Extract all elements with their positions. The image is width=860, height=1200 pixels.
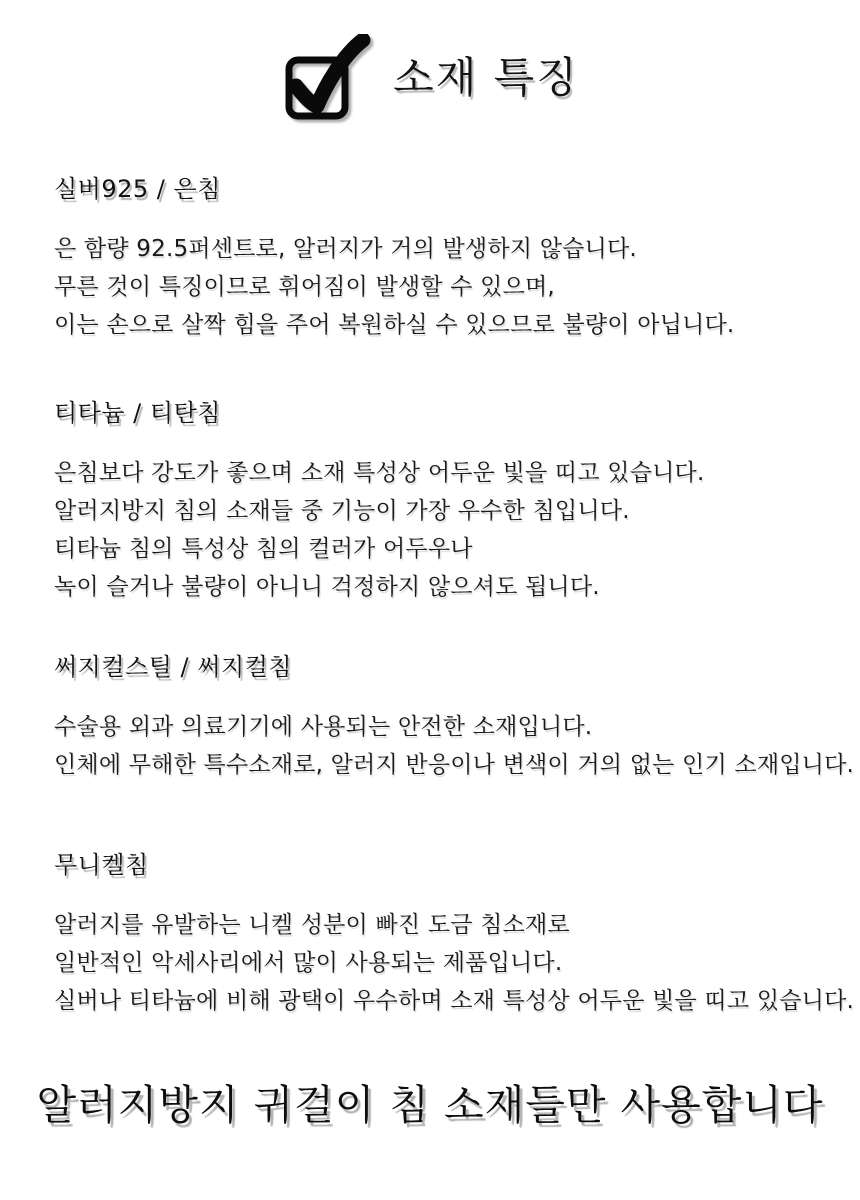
footer-claim: 알러지방지 귀걸이 침 소재들만 사용합니다: [36, 1081, 824, 1129]
section-line: 은 함량 92.5퍼센트로, 알러지가 거의 발생하지 않습니다.: [54, 236, 637, 262]
section-surgical-steel: [54, 652, 854, 784]
checked-checkbox-icon: [281, 34, 373, 122]
section-heading-silver925: 실버925 / 은침: [54, 175, 221, 203]
section-line: 녹이 슬거나 불량이 아니니 걱정하지 않으셔도 됩니다.: [54, 574, 600, 600]
section-line: 이는 손으로 살짝 힘을 주어 복원하실 수 있으므로 불량이 아닙니다.: [54, 312, 735, 338]
section-silver925: [54, 174, 806, 344]
title-row: [0, 0, 860, 122]
section-body-titanium: [54, 454, 806, 606]
section-line: 알러지를 유발하는 니켈 성분이 빠진 도금 침소재로: [54, 912, 570, 938]
section-line: 알러지방지 침의 소재들 중 기능이 가장 우수한 침입니다.: [54, 498, 630, 524]
section-line: 티타늄 침의 특성상 침의 컬러가 어두우나: [54, 536, 473, 562]
section-titanium: [54, 398, 806, 606]
page-title: 소재 특징: [393, 53, 579, 102]
section-body-silver925: [54, 230, 806, 344]
section-line: 일반적인 악세사리에서 많이 사용되는 제품입니다.: [54, 950, 563, 976]
section-line: 인체에 무해한 특수소재로, 알러지 반응이나 변색이 거의 없는 인기 소재입니다.: [54, 752, 854, 778]
section-line: 수술용 외과 의료기기에 사용되는 안전한 소재입니다.: [54, 714, 593, 740]
section-line: 실버나 티타늄에 비해 광택이 우수하며 소재 특성상 어두운 빛을 띠고 있습니다.: [54, 988, 854, 1014]
section-heading-surgical-steel: 써지컬스틸 / 써지컬침: [54, 653, 292, 681]
section-nickel-free: [54, 850, 854, 1020]
section-heading-titanium: 티타늄 / 티탄침: [54, 399, 221, 427]
section-heading-nickel-free: 무니켈침: [54, 851, 149, 879]
section-line: 무른 것이 특징이므로 휘어짐이 발생할 수 있으며,: [54, 274, 555, 300]
section-body-surgical-steel: [54, 708, 854, 784]
section-body-nickel-free: [54, 906, 854, 1020]
section-line: 은침보다 강도가 좋으며 소재 특성상 어두운 빛을 띠고 있습니다.: [54, 460, 705, 486]
content: [0, 174, 860, 1020]
